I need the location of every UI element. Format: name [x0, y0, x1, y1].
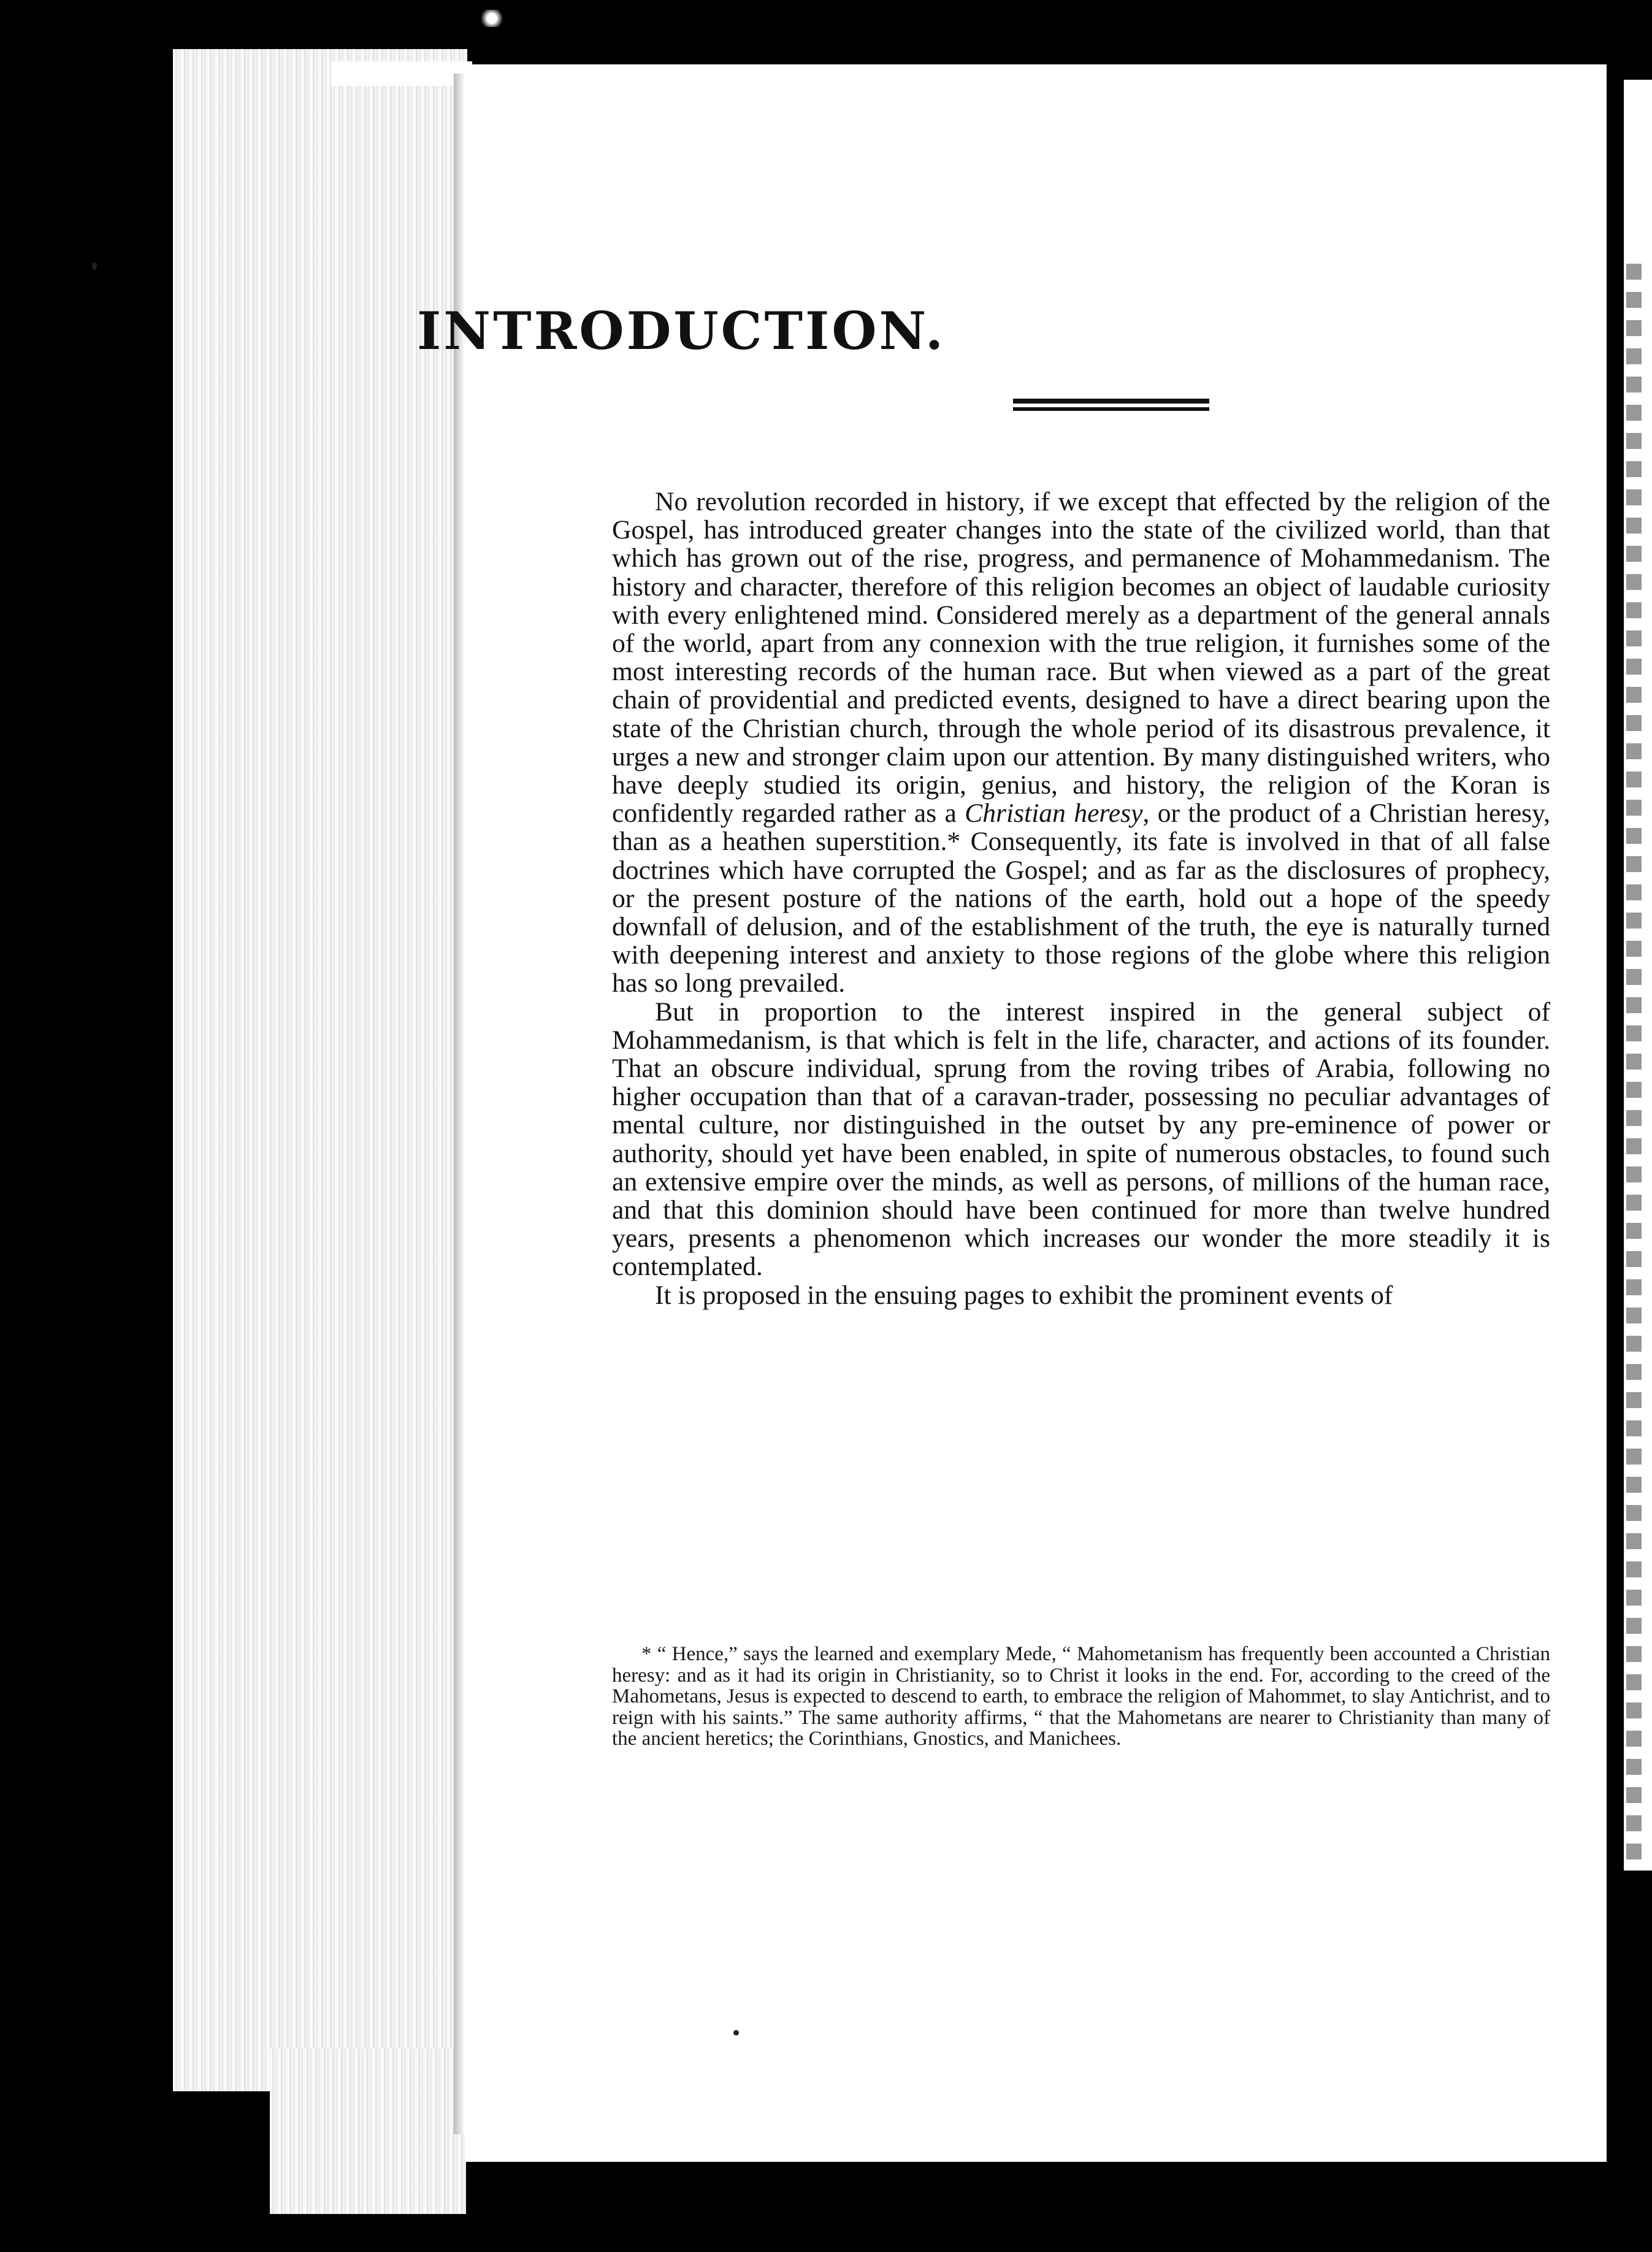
ink-dot — [733, 2030, 739, 2036]
ink-dot — [92, 262, 97, 270]
footnote-text: * “ Hence,” says the learned and exemplary Mede, “ Mahometanism has frequently been accounted a Christian heresy: and as it had its origin in Christianity, so to Christ it looks in the end. For, according to the creed of the Mahometans, Jesus is expected to descend to earth, to embrace the religion of Mahommet, to slay Antichrist, and to reign with his saints.” The same authority affirms, “ that the Mahometans are nearer to Christianity than many of the ancient heretics; the Corinthians, Gnostics, and Manichees. — [612, 1643, 1550, 1750]
facing-page-line — [1626, 1759, 1652, 1775]
facing-page-line — [1626, 884, 1652, 900]
facing-page-line — [1626, 574, 1652, 590]
footnote — [612, 1644, 1550, 1750]
facing-page-line — [1626, 687, 1652, 703]
facing-page-line — [1626, 856, 1652, 872]
facing-page-line — [1626, 800, 1652, 816]
facing-page-line — [1626, 969, 1652, 985]
facing-page-line — [1626, 1787, 1652, 1803]
facing-page-line — [1626, 1166, 1652, 1182]
facing-page-line — [1626, 602, 1652, 618]
paragraph-2: But in proportion to the interest inspired in the general subject of Mohammedanism, is that which is felt in the life, character, and actions of its founder. That an obscure individual, sprung from the roving tribes of Arabia, following no higher occupation than that of a caravan-trader, possessing no peculiar advantages of mental culture, nor distinguished in the outset by any pre-eminence of power or authority, should yet have been enabled, in spite of numerous obstacles, to found such an extensive empire over the minds, as well as persons, of millions of the human race, and that this dominion should have been continued for more than twelve hundred years, presents a phenomenon which increases our wonder the more steadily it is contemplated. — [612, 997, 1550, 1282]
facing-page-line — [1626, 1449, 1652, 1465]
facing-page-line — [1626, 772, 1652, 787]
facing-page-sliver — [1624, 80, 1652, 1871]
facing-page-line — [1626, 1590, 1652, 1606]
facing-page-line — [1626, 1025, 1652, 1041]
facing-page-line — [1626, 546, 1652, 562]
facing-page-line — [1626, 828, 1652, 844]
facing-page-line — [1626, 405, 1652, 421]
facing-page-line — [1626, 743, 1652, 759]
facing-page-line — [1626, 1702, 1652, 1718]
facing-page-line — [1626, 1505, 1652, 1521]
facing-page-line — [1626, 1195, 1652, 1211]
facing-page-line — [1626, 348, 1652, 364]
facing-page-line — [1626, 489, 1652, 505]
facing-page-line — [1626, 1308, 1652, 1323]
facing-page-line — [1626, 1223, 1652, 1239]
facing-page-line — [1626, 913, 1652, 929]
paragraph-1-text: No revolution recorded in history, if we except that effected by the religion of the Gospel, has introduced greater changes into the state of the civilized world, than that which has grown out of the rise, progress, and permanence of Mohammedanism. The history and character, therefore of this religion becomes an object of laudable curiosity with every enlightened mind. Considered merely as a department of the general annals of the world, apart from any connexion with the true religion, it furnishes some of the most interesting records of the human race. But when viewed as a part of the great chain of providential and predicted events, designed to have a direct bearing upon the state of the Christian church, through the whole period of its disastrous prevalence, it urges a new and stronger claim upon our attention. By many distinguished writers, who have deeply studied its origin, genius, and history, the religion of the Koran is confidently regarded rather as a — [612, 487, 1550, 829]
facing-page-line — [1626, 1279, 1652, 1295]
paragraph-3: It is proposed in the ensuing pages to exhibit the prominent events of — [655, 1280, 1393, 1310]
facing-page-line — [1626, 1336, 1652, 1352]
facing-page-line — [1626, 264, 1652, 280]
book-page-edges-upper — [331, 61, 472, 86]
facing-page-line — [1626, 1561, 1652, 1577]
facing-page-line — [1626, 659, 1652, 675]
facing-page-line — [1626, 1646, 1652, 1662]
scan-speck — [478, 10, 505, 27]
italic-phrase: Christian heresy — [965, 799, 1143, 829]
facing-page-line — [1626, 461, 1652, 477]
chapter-heading: INTRODUCTION. — [417, 301, 946, 361]
facing-page-line — [1626, 320, 1652, 336]
book-page-edges-lower — [270, 2048, 466, 2214]
paragraph-1 — [612, 488, 1550, 998]
facing-page-line — [1626, 1251, 1652, 1267]
facing-page-line — [1626, 1082, 1652, 1098]
facing-page-line — [1626, 1844, 1652, 1859]
facing-page-line — [1626, 1392, 1652, 1408]
heading-rule — [1013, 399, 1209, 411]
facing-page-line — [1626, 1674, 1652, 1690]
facing-page-line — [1626, 715, 1652, 731]
facing-page-line — [1626, 433, 1652, 449]
facing-page-line — [1626, 1533, 1652, 1549]
facing-page-line — [1626, 1110, 1652, 1126]
facing-page-line — [1626, 292, 1652, 308]
facing-page-line — [1626, 1054, 1652, 1070]
facing-page-line — [1626, 630, 1652, 646]
book-gutter — [1607, 80, 1624, 2128]
facing-page-line — [1626, 1731, 1652, 1747]
facing-page-line — [1626, 1364, 1652, 1380]
facing-page-line — [1626, 1815, 1652, 1831]
facing-page-line — [1626, 997, 1652, 1013]
facing-page-line — [1626, 1420, 1652, 1436]
facing-page-line — [1626, 1138, 1652, 1154]
facing-page-line — [1626, 1618, 1652, 1634]
page-edge-shadow — [454, 74, 465, 2134]
facing-page-line — [1626, 1477, 1652, 1493]
facing-page-line — [1626, 518, 1652, 534]
body-text — [612, 488, 1550, 1309]
facing-page-line — [1626, 377, 1652, 393]
paragraph-1-tail: , or the product of a Christian heresy, than as a heathen superstition.* Consequently, its fate is involved in that of all false doctrines which have corrupted the Gospel; and as far as the disclosures of prophecy, or the present posture of the nations of the earth, hold out a hope of the speedy downfall of delusion, and of the establishment of the truth, the eye is naturally turned with deepening interest and anxiety to those regions of the globe where this religion has so long prevailed. — [612, 799, 1551, 998]
facing-page-line — [1626, 941, 1652, 957]
